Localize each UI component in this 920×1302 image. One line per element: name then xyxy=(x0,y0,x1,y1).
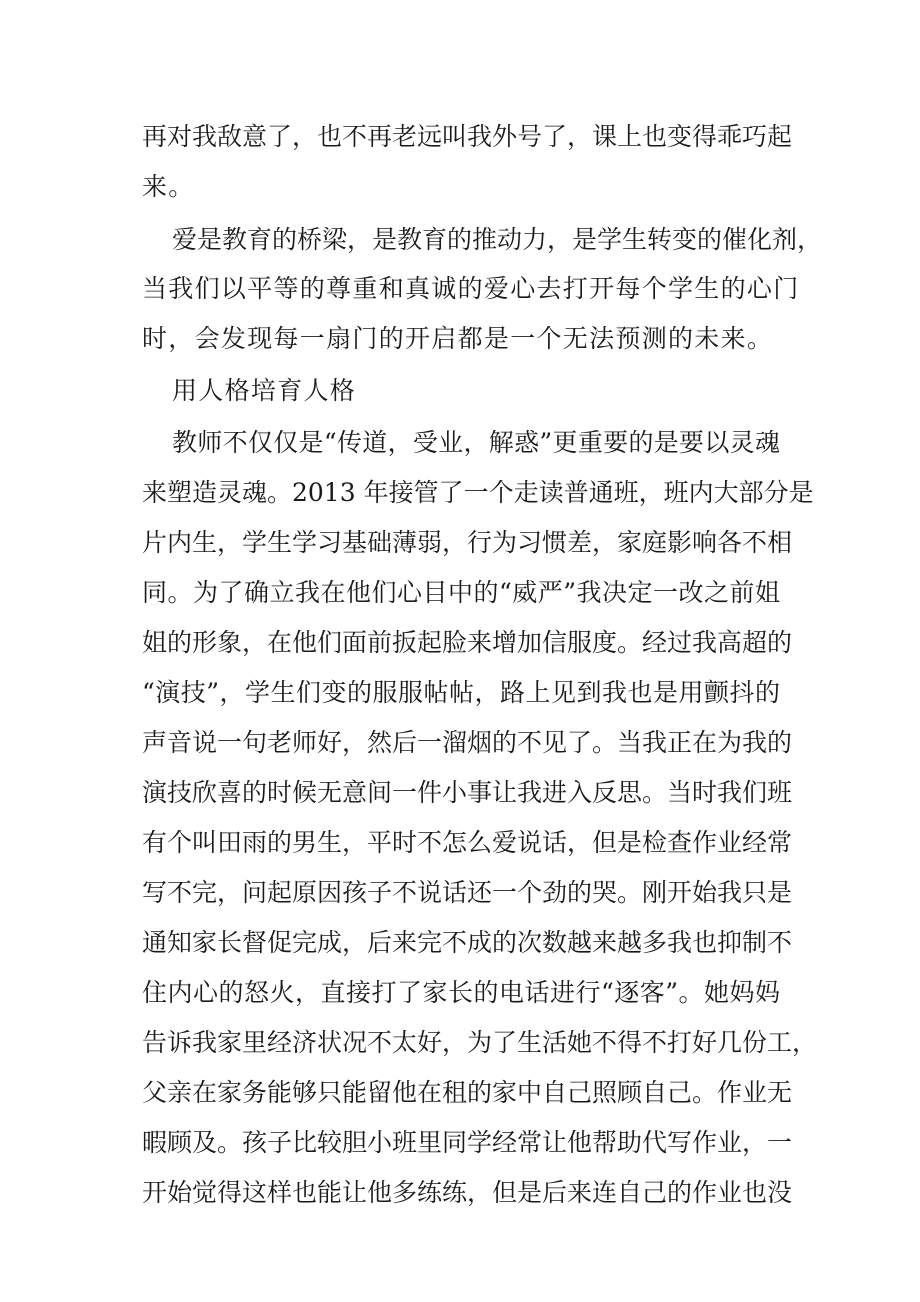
text-line: 有个叫田雨的男生，平时不怎么爱说话，但是检查作业经常 xyxy=(142,828,793,857)
text-line: 姐的形象，在他们面前扳起脸来增加信服度。经过我高超的 xyxy=(142,628,793,657)
text-line: 同。为了确立我在他们心目中的“威严”我决定一改之前姐 xyxy=(142,578,780,607)
text-line: 再对我敌意了，也不再老远叫我外号了，课上也变得乖巧起 xyxy=(142,122,793,151)
text-line: 来。 xyxy=(142,172,195,201)
text-line: 通知家长督促完成，后来完不成的次数越来越多我也抑制不 xyxy=(142,928,793,957)
text-line: 父亲在家务能够只能留他在租的家中自己照顾自己。作业无 xyxy=(142,1078,793,1107)
text-line: 告诉我家里经济状况不太好，为了生活她不得不打好几份工， xyxy=(142,1028,818,1057)
text-line: “演技”，学生们变的服服帖帖，路上见到我也是用颤抖的 xyxy=(142,678,780,707)
text-line: 片内生，学生学习基础薄弱，行为习惯差，家庭影响各不相 xyxy=(142,528,793,557)
text-line: 来塑造灵魂。2013 年接管了一个走读普通班，班内大部分是 xyxy=(142,478,814,507)
text-line: 爱是教育的桥梁，是教育的推动力，是学生转变的催化剂， xyxy=(172,225,823,254)
text-line: 暇顾及。孩子比较胆小班里同学经常让他帮助代写作业，一 xyxy=(142,1128,793,1157)
text-line: 教师不仅仅是“传道，受业，解惑”更重要的是要以灵魂 xyxy=(172,428,780,457)
text-line: 声音说一句老师好，然后一溜烟的不见了。当我正在为我的 xyxy=(142,728,793,757)
text-line: 住内心的怒火，直接打了家长的电话进行“逐客”。她妈妈 xyxy=(142,978,780,1007)
text-line: 时，会发现每一扇门的开启都是一个无法预测的未来。 xyxy=(142,324,774,353)
text-line: 当我们以平等的尊重和真诚的爱心去打开每个学生的心门 xyxy=(142,274,800,303)
text-line: 演技欣喜的时候无意间一件小事让我进入反思。当时我们班 xyxy=(142,778,793,807)
text-line: 写不完，问起原因孩子不说话还一个劲的哭。刚开始我只是 xyxy=(142,878,793,907)
text-line: 开始觉得这样也能让他多练练，但是后来连自己的作业也没 xyxy=(142,1178,793,1207)
section-heading: 用人格培育人格 xyxy=(172,376,357,405)
